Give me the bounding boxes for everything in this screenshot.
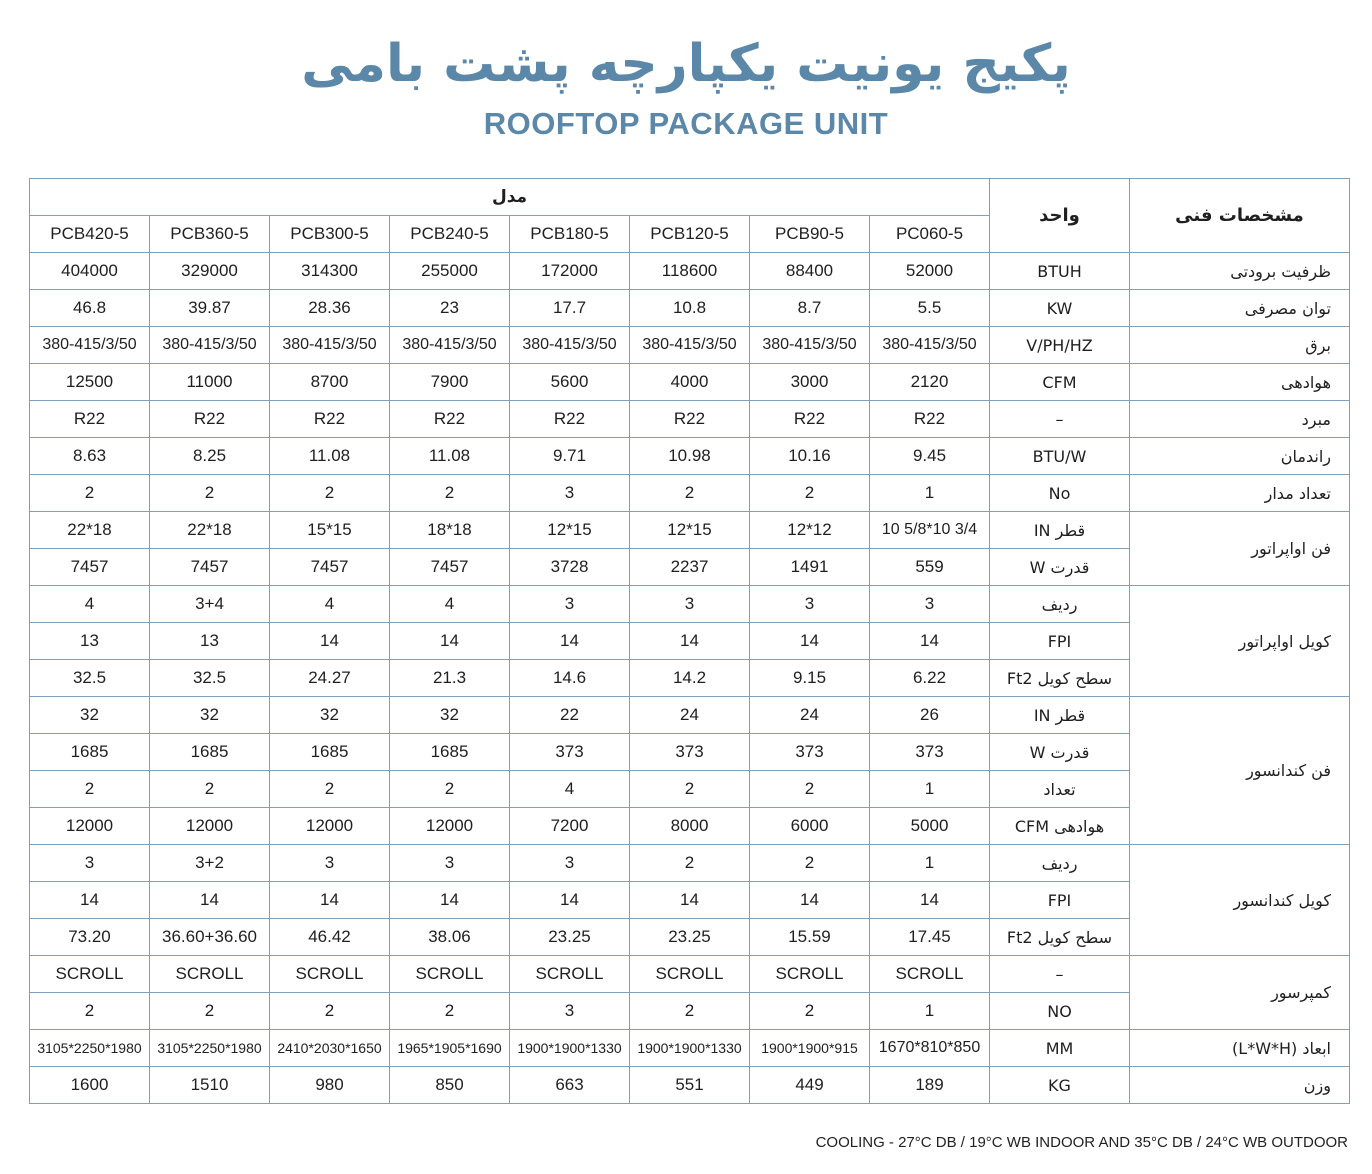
value-cell: 22*18 [30,512,150,549]
value-cell: 2 [150,475,270,512]
value-cell: 5000 [870,808,990,845]
value-cell: 4 [30,586,150,623]
value-cell: 3 [30,845,150,882]
unit-cell: – [990,401,1130,438]
unit-cell: – [990,956,1130,993]
value-cell: 404000 [30,253,150,290]
value-cell: 8.25 [150,438,270,475]
value-cell: 6000 [750,808,870,845]
unit-cell: BTU/W [990,438,1130,475]
unit-cell: MM [990,1030,1130,1067]
value-cell: 14 [150,882,270,919]
value-cell: 2120 [870,364,990,401]
value-cell: 46.8 [30,290,150,327]
value-cell: 1685 [390,734,510,771]
value-cell: 3 [750,586,870,623]
unit-cell: هوادهی CFM [990,808,1130,845]
unit-cell: قدرت W [990,734,1130,771]
value-cell: 4000 [630,364,750,401]
unit-cell: CFM [990,364,1130,401]
value-cell: 373 [510,734,630,771]
model-name: PCB420-5 [30,216,150,253]
value-cell: R22 [630,401,750,438]
value-cell: 3 [390,845,510,882]
value-cell: 2 [390,993,510,1030]
value-cell: 2410*2030*1650 [270,1030,390,1067]
unit-cell: قدرت W [990,549,1130,586]
value-cell: 17.7 [510,290,630,327]
value-cell: 46.42 [270,919,390,956]
value-cell: 10.98 [630,438,750,475]
value-cell: 2 [630,475,750,512]
value-cell: 373 [630,734,750,771]
unit-cell: قطر IN [990,697,1130,734]
parameter-cell: ظرفیت برودتی [1130,253,1350,290]
value-cell: 10.8 [630,290,750,327]
value-cell: R22 [510,401,630,438]
value-cell: 3 [510,993,630,1030]
value-cell: 2 [30,993,150,1030]
value-cell: 850 [390,1067,510,1104]
value-cell: R22 [30,401,150,438]
value-cell: 14 [510,623,630,660]
value-cell: 32 [30,697,150,734]
value-cell: R22 [270,401,390,438]
value-cell: 1 [870,475,990,512]
value-cell: 380-415/3/50 [870,327,990,364]
value-cell: 3728 [510,549,630,586]
parameter-cell: توان مصرفی [1130,290,1350,327]
value-cell: 23.25 [510,919,630,956]
value-cell: 15*15 [270,512,390,549]
value-cell: 172000 [510,253,630,290]
value-cell: 14 [750,882,870,919]
value-cell: 32 [390,697,510,734]
value-cell: 314300 [270,253,390,290]
value-cell: 380-415/3/50 [270,327,390,364]
value-cell: 5.5 [870,290,990,327]
value-cell: 5600 [510,364,630,401]
table-row [30,1067,1350,1104]
value-cell: 23.25 [630,919,750,956]
table-row [30,956,1350,993]
value-cell: 7457 [390,549,510,586]
value-cell: 449 [750,1067,870,1104]
value-cell: 1685 [30,734,150,771]
value-cell: 7900 [390,364,510,401]
unit-cell: BTUH [990,253,1130,290]
parameter-cell: ابعاد (L*W*H) [1130,1030,1350,1067]
value-cell: 8000 [630,808,750,845]
value-cell: 13 [30,623,150,660]
value-cell: 559 [870,549,990,586]
value-cell: 380-415/3/50 [750,327,870,364]
value-cell: SCROLL [30,956,150,993]
value-cell: SCROLL [630,956,750,993]
value-cell: 1685 [150,734,270,771]
value-cell: 14 [270,882,390,919]
value-cell: 7457 [30,549,150,586]
value-cell: 3105*2250*1980 [150,1030,270,1067]
value-cell: 2 [150,993,270,1030]
parameter-cell: راندمان [1130,438,1350,475]
value-cell: 10 5/8*10 3/4 [870,512,990,549]
value-cell: 39.87 [150,290,270,327]
value-cell: 26 [870,697,990,734]
value-cell: 22*18 [150,512,270,549]
value-cell: 980 [270,1067,390,1104]
value-cell: 380-415/3/50 [390,327,510,364]
value-cell: SCROLL [270,956,390,993]
spec-table [29,178,1350,1104]
value-cell: SCROLL [150,956,270,993]
value-cell: 12*15 [510,512,630,549]
table-row [30,475,1350,512]
value-cell: 2 [750,845,870,882]
value-cell: R22 [750,401,870,438]
value-cell: 8700 [270,364,390,401]
table-row [30,1030,1350,1067]
value-cell: 380-415/3/50 [510,327,630,364]
value-cell: 7457 [270,549,390,586]
value-cell: 14.2 [630,660,750,697]
value-cell: 32 [270,697,390,734]
value-cell: 1491 [750,549,870,586]
value-cell: 14 [510,882,630,919]
value-cell: 11.08 [390,438,510,475]
value-cell: 1900*1900*915 [750,1030,870,1067]
value-cell: 373 [750,734,870,771]
value-cell: 21.3 [390,660,510,697]
parameter-cell: فن کندانسور [1130,697,1350,845]
value-cell: 23 [390,290,510,327]
table-row [30,438,1350,475]
value-cell: 12500 [30,364,150,401]
parameter-cell: کمپرسور [1130,956,1350,1030]
table-row [30,401,1350,438]
value-cell: 4 [390,586,510,623]
value-cell: R22 [870,401,990,438]
value-cell: 88400 [750,253,870,290]
value-cell: 2 [750,771,870,808]
value-cell: 36.60+36.60 [150,919,270,956]
value-cell: 11000 [150,364,270,401]
value-cell: 9.71 [510,438,630,475]
value-cell: 2 [750,475,870,512]
value-cell: 3 [510,586,630,623]
value-cell: 38.06 [390,919,510,956]
title-english: ROOFTOP PACKAGE UNIT [483,106,889,141]
value-cell: 14.6 [510,660,630,697]
unit-cell: ردیف [990,845,1130,882]
value-cell: 15.59 [750,919,870,956]
spec-header: مشخصات فنی [1130,179,1350,253]
value-cell: 11.08 [270,438,390,475]
value-cell: 22 [510,697,630,734]
value-cell: 10.16 [750,438,870,475]
value-cell: 2 [390,475,510,512]
value-cell: 2 [150,771,270,808]
value-cell: 1965*1905*1690 [390,1030,510,1067]
value-cell: 13 [150,623,270,660]
value-cell: 32.5 [30,660,150,697]
value-cell: 12000 [150,808,270,845]
value-cell: 24 [750,697,870,734]
table-row [30,697,1350,734]
value-cell: 9.45 [870,438,990,475]
value-cell: 3+2 [150,845,270,882]
value-cell: 189 [870,1067,990,1104]
value-cell: 2 [390,771,510,808]
unit-cell: تعداد [990,771,1130,808]
value-cell: 12000 [270,808,390,845]
value-cell: 4 [510,771,630,808]
test-conditions-note: COOLING - 27°C DB / 19°C WB INDOOR AND 35°C DB / 24°C WB OUTDOOR [815,1134,1348,1151]
value-cell: 255000 [390,253,510,290]
value-cell: 32 [150,697,270,734]
value-cell: 18*18 [390,512,510,549]
value-cell: 1 [870,993,990,1030]
value-cell: 24 [630,697,750,734]
parameter-cell: کویل اواپراتور [1130,586,1350,697]
value-cell: 2237 [630,549,750,586]
value-cell: 2 [750,993,870,1030]
value-cell: 1510 [150,1067,270,1104]
value-cell: 3 [510,475,630,512]
model-name: PCB180-5 [510,216,630,253]
value-cell: 1670*810*850 [870,1030,990,1067]
parameter-cell: وزن [1130,1067,1350,1104]
value-cell: R22 [390,401,510,438]
value-cell: 1 [870,845,990,882]
value-cell: 12000 [30,808,150,845]
unit-header: واحد [990,179,1130,253]
model-name: PCB90-5 [750,216,870,253]
value-cell: 1 [870,771,990,808]
value-cell: 3 [870,586,990,623]
value-cell: 3+4 [150,586,270,623]
value-cell: 2 [270,771,390,808]
header-row-1 [30,179,1350,216]
parameter-cell: فن اواپراتور [1130,512,1350,586]
value-cell: 2 [630,845,750,882]
value-cell: 14 [390,882,510,919]
table-row [30,253,1350,290]
model-name: PCB120-5 [630,216,750,253]
model-name: PCB360-5 [150,216,270,253]
value-cell: 2 [270,993,390,1030]
model-header: مدل [30,179,990,216]
unit-cell: قطر IN [990,512,1130,549]
value-cell: 14 [630,882,750,919]
value-cell: 12000 [390,808,510,845]
unit-cell: سطح کویل Ft2 [990,660,1130,697]
parameter-cell: تعداد مدار [1130,475,1350,512]
table-row [30,586,1350,623]
unit-cell: No [990,475,1130,512]
value-cell: 14 [870,623,990,660]
value-cell: 2 [30,475,150,512]
value-cell: 14 [870,882,990,919]
value-cell: 12*15 [630,512,750,549]
model-name: PC060-5 [870,216,990,253]
value-cell: 3105*2250*1980 [30,1030,150,1067]
unit-cell: KW [990,290,1130,327]
value-cell: 3 [270,845,390,882]
value-cell: 663 [510,1067,630,1104]
unit-cell: KG [990,1067,1130,1104]
value-cell: 2 [270,475,390,512]
table-row [30,290,1350,327]
value-cell: 380-415/3/50 [630,327,750,364]
value-cell: 380-415/3/50 [30,327,150,364]
value-cell: 3000 [750,364,870,401]
value-cell: SCROLL [870,956,990,993]
parameter-cell: مبرد [1130,401,1350,438]
value-cell: 32.5 [150,660,270,697]
table-row [30,364,1350,401]
value-cell: 1600 [30,1067,150,1104]
value-cell: 14 [270,623,390,660]
value-cell: 3 [510,845,630,882]
unit-cell: سطح کویل Ft2 [990,919,1130,956]
value-cell: 6.22 [870,660,990,697]
value-cell: 1900*1900*1330 [630,1030,750,1067]
value-cell: 4 [270,586,390,623]
value-cell: 551 [630,1067,750,1104]
unit-cell: V/PH/HZ [990,327,1130,364]
value-cell: 380-415/3/50 [150,327,270,364]
title-persian: پکیج یونیت یکپارچه پشت بامی [301,34,1071,94]
value-cell: 7457 [150,549,270,586]
value-cell: 14 [390,623,510,660]
value-cell: 118600 [630,253,750,290]
value-cell: 14 [630,623,750,660]
parameter-cell: برق [1130,327,1350,364]
value-cell: 1685 [270,734,390,771]
table-row [30,845,1350,882]
value-cell: R22 [150,401,270,438]
model-name: PCB240-5 [390,216,510,253]
value-cell: 12*12 [750,512,870,549]
value-cell: 3 [630,586,750,623]
value-cell: 8.7 [750,290,870,327]
value-cell: SCROLL [510,956,630,993]
unit-cell: FPI [990,623,1130,660]
value-cell: 2 [630,771,750,808]
value-cell: 2 [30,771,150,808]
table-row [30,512,1350,549]
parameter-cell: کویل کندانسور [1130,845,1350,956]
unit-cell: NO [990,993,1130,1030]
value-cell: 28.36 [270,290,390,327]
value-cell: 329000 [150,253,270,290]
model-name: PCB300-5 [270,216,390,253]
value-cell: 73.20 [30,919,150,956]
parameter-cell: هوادهی [1130,364,1350,401]
value-cell: 8.63 [30,438,150,475]
unit-cell: FPI [990,882,1130,919]
value-cell: 7200 [510,808,630,845]
value-cell: 14 [30,882,150,919]
value-cell: 24.27 [270,660,390,697]
value-cell: 1900*1900*1330 [510,1030,630,1067]
table-row [30,327,1350,364]
value-cell: 2 [630,993,750,1030]
value-cell: SCROLL [750,956,870,993]
value-cell: 52000 [870,253,990,290]
value-cell: 17.45 [870,919,990,956]
value-cell: 14 [750,623,870,660]
value-cell: 9.15 [750,660,870,697]
unit-cell: ردیف [990,586,1130,623]
value-cell: SCROLL [390,956,510,993]
value-cell: 373 [870,734,990,771]
